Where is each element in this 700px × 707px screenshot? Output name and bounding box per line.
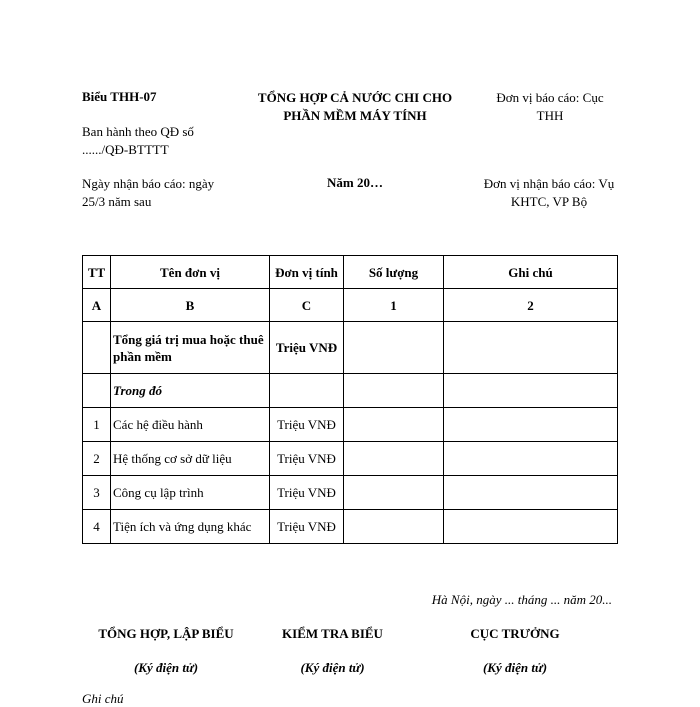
row-quantity-cell[interactable] [344,442,444,476]
reporting-unit [470,89,630,125]
header-note: Ghi chú [444,256,618,289]
software-spending-table [82,255,618,544]
row-note-cell[interactable] [444,442,618,476]
signature-note-director: (Ký điện tử) [482,660,548,675]
row-unit: Triệu VNĐ [270,408,344,442]
table-row [83,408,618,442]
table-code-row [83,289,618,322]
issued-line-2: ....../QĐ-BTTTT [82,142,169,157]
subheading-note-cell[interactable] [444,374,618,408]
receiving-unit [460,175,638,211]
code-2: 2 [444,289,618,322]
receiving-unit-line-1: Đơn vị nhận báo cáo: Vụ [483,176,615,191]
receive-date [82,175,214,211]
signature-title-director: CỤC TRƯỞNG [470,626,560,641]
note-label: Ghi chú [82,691,124,706]
code-c: C [270,289,344,322]
header-unit-of-measure: Đơn vị tính [270,256,344,289]
row-name: Các hệ điều hành [111,408,270,442]
report-year: Năm 20… [327,175,383,190]
report-title [232,89,478,125]
row-tt: 1 [83,408,111,442]
code-b: B [111,289,270,322]
issued-line-1: Ban hành theo QĐ số [82,124,194,139]
row-unit: Triệu VNĐ [270,510,344,544]
row-name: Tiện ích và ứng dụng khác [111,510,270,544]
row-quantity-cell[interactable] [344,476,444,510]
row-unit: Triệu VNĐ [270,476,344,510]
signature-note-checker: (Ký điện tử) [300,660,365,675]
receive-date-line-1: Ngày nhận báo cáo: ngày [82,176,215,191]
total-name: Tổng giá trị mua hoặc thuê phần mềm [111,322,270,374]
row-note-cell[interactable] [444,476,618,510]
signature-note-compiler: (Ký điện tử) [133,660,199,675]
table-row [83,442,618,476]
total-unit: Triệu VNĐ [270,322,344,374]
header-unit-name: Tên đơn vị [111,256,270,289]
table-header-row [83,256,618,289]
subheading-label: Trong đó [111,374,270,408]
total-quantity-cell[interactable] [344,322,444,374]
row-quantity-cell[interactable] [344,408,444,442]
total-tt [83,322,111,374]
table-row [83,476,618,510]
code-1: 1 [344,289,444,322]
total-note-cell[interactable] [444,322,618,374]
row-name: Hệ thống cơ sở dữ liệu [111,442,270,476]
row-note-cell[interactable] [444,408,618,442]
subheading-unit [270,374,344,408]
code-a: A [83,289,111,322]
signature-title-checker: KIỂM TRA BIỂU [282,626,383,641]
row-note-cell[interactable] [444,510,618,544]
receiving-unit-line-2: KHTC, VP Bộ [510,194,588,209]
row-quantity-cell[interactable] [344,510,444,544]
signature-title-compiler: TỔNG HỢP, LẬP BIỂU [98,626,234,641]
receive-date-line-2: 25/3 năm sau [82,194,152,209]
place-date: Hà Nội, ngày ... tháng ... năm 20... [431,592,612,607]
subheading-quantity-cell[interactable] [344,374,444,408]
table-row-total [83,322,618,374]
issued-decision [82,123,194,159]
header-tt: TT [83,256,111,289]
subheading-tt [83,374,111,408]
header-quantity: Số lượng [344,256,444,289]
report-title-line-2: PHẦN MỀM MÁY TÍNH [283,108,427,123]
report-title-line-1: TỔNG HỢP CẢ NƯỚC CHI CHO [257,90,453,105]
table-row-subheading [83,374,618,408]
form-code: Biểu THH-07 [82,89,157,104]
reporting-unit-line-1: Đơn vị báo cáo: Cục [496,90,604,105]
row-tt: 2 [83,442,111,476]
table-row [83,510,618,544]
reporting-unit-line-2: THH [536,108,564,123]
row-name: Công cụ lập trình [111,476,270,510]
row-tt: 3 [83,476,111,510]
row-tt: 4 [83,510,111,544]
row-unit: Triệu VNĐ [270,442,344,476]
